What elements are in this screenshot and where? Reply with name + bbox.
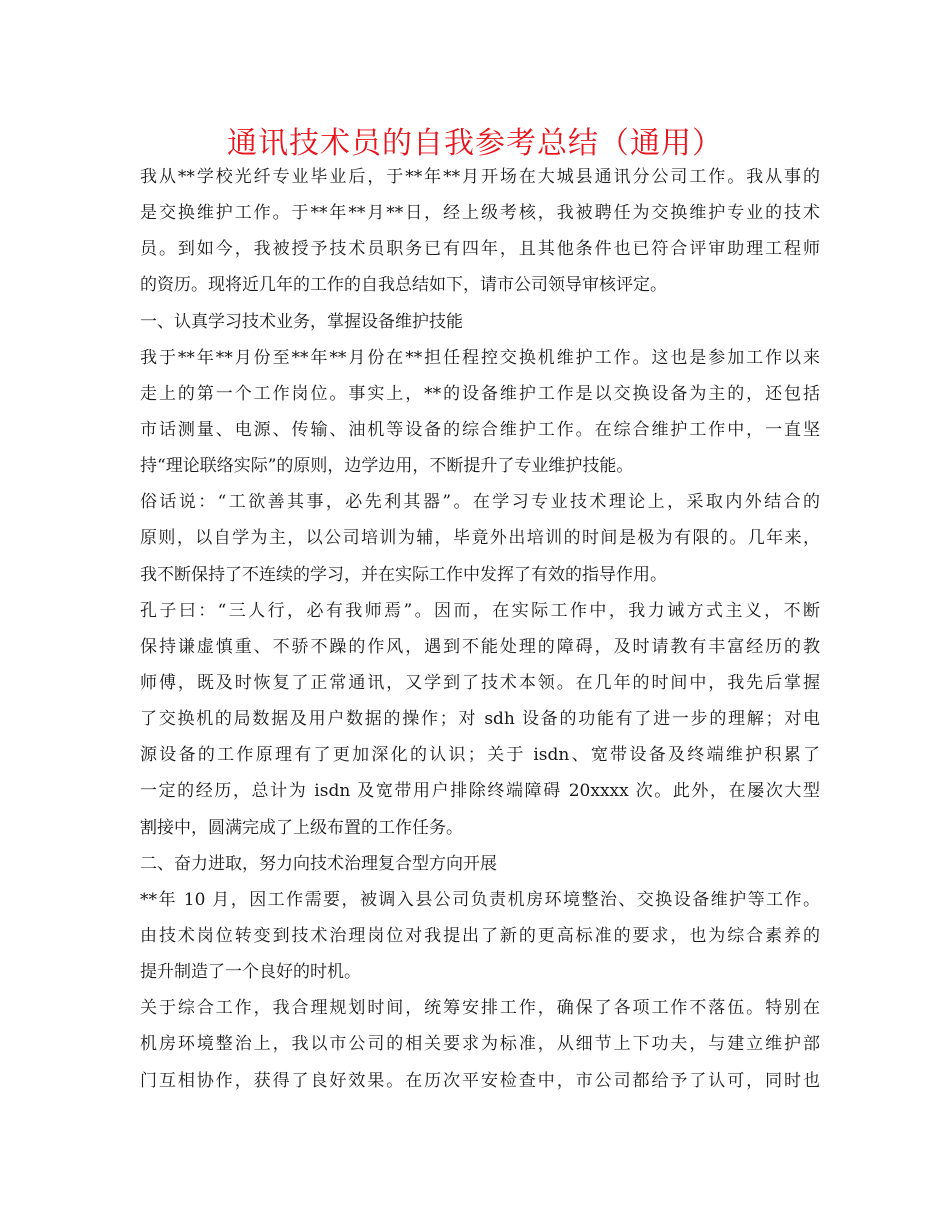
document-title: 通讯技术员的自我参考总结（通用） [227,126,723,161]
text-line: 保持谦虚慎重、不骄不躁的作风，遇到不能处理的障碍，及时请教有丰富经历的教 [140,636,820,657]
text-line: 二、奋力进取，努力向技术治理复合型方向开展 [140,853,497,874]
text-line: 走上的第一个工作岗位。事实上，**的设备维护工作是以交换设备为主的，还包括 [140,383,820,404]
text-line: **年 10 月，因工作需要，被调入县公司负责机房环境整治、交换设备维护等工作。 [140,889,820,910]
document-body [140,159,820,1099]
text-line: 我从**学校光纤专业毕业后，于**年**月开场在大城县通讯分公司工作。我从事的 [140,167,820,187]
text-line: 一定的经历，总计为 isdn 及宽带用户排除终端障碍 20xxxx 次。此外，在屡次大型 [140,781,820,802]
text-line: 关于综合工作，我合理规划时间，统筹安排工作，确保了各项工作不落伍。特别在 [140,998,820,1019]
text-line: 师傅，既及时恢复了正常通讯，又学到了技术本领。在几年的时间中，我先后掌握 [140,672,820,693]
text-line: 市话测量、电源、传输、油机等设备的综合维护工作。在综合维护工作中，一直坚 [140,419,820,440]
text-line: 割接中，圆满完成了上级布置的工作任务。 [140,817,463,838]
text-line: 一、认真学习技术业务，掌握设备维护技能 [140,311,463,332]
text-line: 机房环境整治上，我以市公司的相关要求为标准，从细节上下功夫，与建立维护部 [140,1034,820,1055]
text-line: 我不断保持了不连续的学习，并在实际工作中发挥了有效的指导作用。 [140,564,667,585]
text-line: 是交换维护工作。于**年**月**日，经上级考核，我被聘任为交换维护专业的技术 [140,203,820,224]
text-line: 门互相协作，获得了良好效果。在历次平安检查中，市公司都给予了认可，同时也 [140,1070,820,1091]
text-line: 了交换机的局数据及用户数据的操作；对 sdh 设备的功能有了进一步的理解；对电 [140,709,820,730]
text-line: 提升制造了一个良好的时机。 [140,962,361,983]
text-line: 源设备的工作原理有了更加深化的认识；关于 isdn、宽带设备及终端维护积累了 [140,745,820,766]
text-line: 的资历。现将近几年的工作的自我总结如下，请市公司领导审核评定。 [140,275,667,296]
text-line: 由技术岗位转变到技术治理岗位对我提出了新的更高标准的要求，也为综合素养的 [140,925,820,946]
text-line: 员。到如今，我被授予技术员职务已有四年，且其他条件也已符合评审助理工程师 [140,239,820,260]
text-line: 原则，以自学为主，以公司培训为辅，毕竟外出培训的时间是极为有限的。几年来， [140,528,820,549]
text-line: 我于**年**月份至**年**月份在**担任程控交换机维护工作。这也是参加工作以来 [140,347,820,368]
text-line: 俗话说：“工欲善其事，必先利其器”。在学习专业技术理论上，采取内外结合的 [140,492,820,513]
text-line: 持“理论联络实际”的原则，边学边用，不断提升了专业维护技能。 [140,456,634,477]
text-line: 孔子曰：“三人行，必有我师焉”。因而，在实际工作中，我力诫方式主义，不断 [140,600,820,621]
